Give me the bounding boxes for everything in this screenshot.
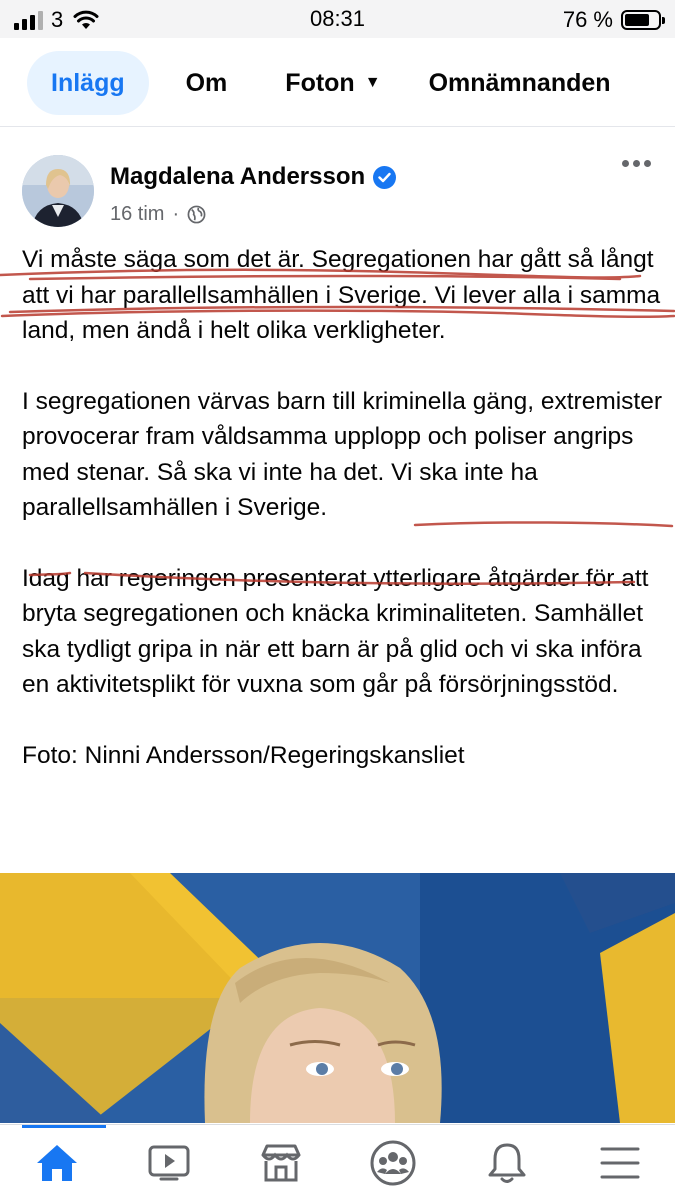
battery-percent: 76 % [562, 7, 613, 32]
photo-credit: Foto: Ninni Andersson/Regeringskansliet [22, 741, 465, 769]
tab-posts-label: Inlägg [51, 68, 125, 97]
status-bar [0, 0, 675, 38]
marketplace-icon[interactable] [257, 1139, 305, 1187]
post-paragraph: Idag har regeringen presenterat ytterligare åtgärder för att bryta segregationen och knäcka kriminaliteten. Samhället ska tydligt gripa in när ett barn är på glid och vi ska införa en aktivitetsplikt för vuxna som går på försörjningsstöd. [22, 564, 649, 698]
menu-icon[interactable] [596, 1139, 644, 1187]
groups-icon[interactable] [369, 1139, 417, 1187]
post-paragraph: I segregationen värvas barn till kriminella gäng, extremister provocerar fram våldsamma upplopp och poliser angrips med stenar. Så ska vi inte ha det. Vi ska inte ha parallellsamhällen i Sverige. [22, 387, 663, 521]
tab-photos-label: Foton [285, 68, 355, 97]
post-time[interactable]: 16 tim [110, 203, 165, 225]
profile-tabs [27, 50, 611, 116]
post-paragraph: Vi måste säga som det är. Segregationen har gått så långt att vi har parallellsamhällen i Sverige. Vi lever alla i samma land, men ändå i helt olika verkligheter. [22, 246, 661, 344]
battery-icon [621, 10, 661, 30]
tab-posts[interactable] [27, 51, 149, 115]
bottom-navigation [0, 1124, 675, 1200]
verified-badge-icon [373, 166, 396, 189]
globe-icon [187, 205, 206, 224]
author-name[interactable]: Magdalena Andersson [110, 163, 366, 190]
home-icon[interactable] [33, 1139, 81, 1187]
carrier-label: 3 [51, 7, 64, 32]
tabs-divider [0, 126, 675, 127]
bell-icon[interactable] [483, 1139, 531, 1187]
tab-mentions-label: Omnämnanden [428, 68, 611, 97]
meta-separator: · [172, 203, 180, 225]
tab-mentions[interactable] [429, 51, 611, 115]
caret-down-icon: ▼ [364, 74, 381, 91]
tab-about[interactable] [186, 51, 228, 115]
status-time: 08:31 [309, 6, 366, 31]
tab-photos[interactable] [285, 51, 380, 115]
tab-about-label: Om [185, 68, 228, 97]
video-icon[interactable] [145, 1139, 193, 1187]
post-photo[interactable] [0, 873, 675, 1123]
more-options-icon[interactable] [622, 160, 651, 167]
avatar[interactable] [22, 155, 94, 227]
post-body [22, 242, 662, 773]
active-tab-indicator [22, 1125, 106, 1128]
